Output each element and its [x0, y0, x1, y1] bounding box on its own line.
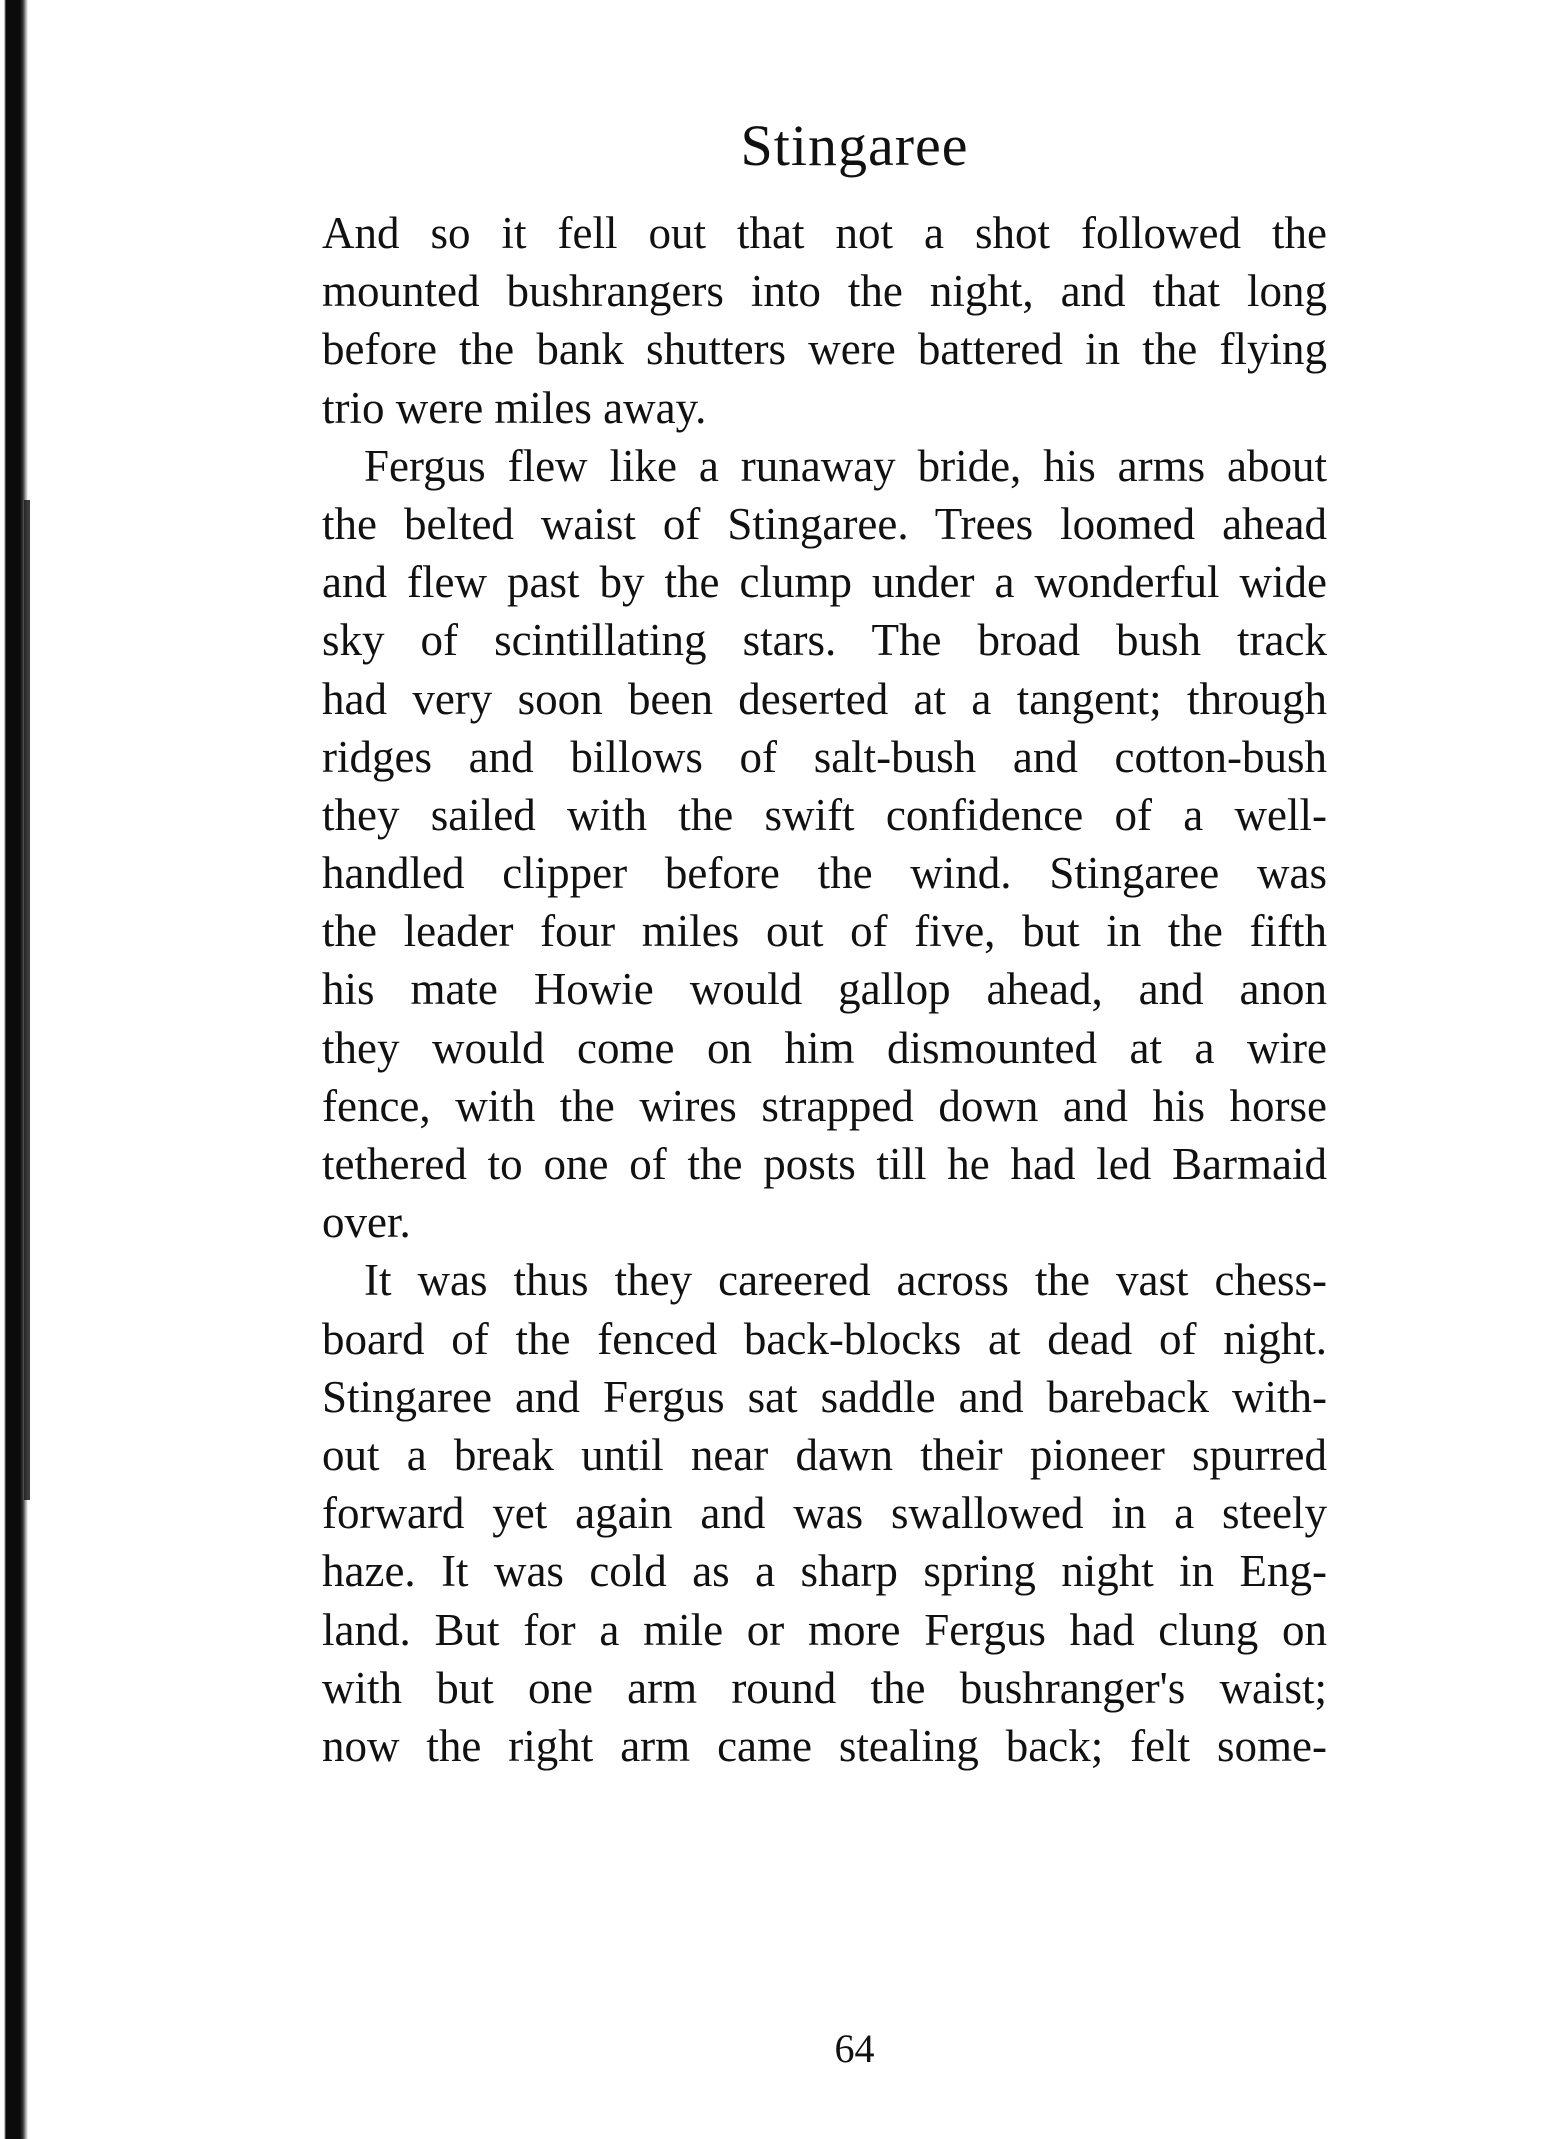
text-line: and flew past by the clump under a wonderful wide — [322, 557, 1327, 608]
text-line: sky of scintillating stars. The broad bush track — [322, 615, 1327, 666]
text-line: they would come on him dismounted at a wire — [322, 1022, 1327, 1073]
text-line: now the right arm came stealing back; felt some- — [322, 1720, 1327, 1771]
text-line: his mate Howie would gallop ahead, and anon — [322, 964, 1327, 1015]
text-line: ridges and billows of salt-bush and cotton-bush — [322, 731, 1327, 782]
text-line: they sailed with the swift confidence of a well- — [322, 789, 1327, 840]
binding-shadow — [24, 500, 30, 1500]
text-line: Fergus flew like a runaway bride, his arms about — [364, 440, 1327, 491]
text-line: board of the fenced back-blocks at dead of night. — [322, 1313, 1327, 1364]
body-text — [322, 204, 1327, 1775]
text-line: It was thus they careered across the vast chess- — [364, 1255, 1327, 1306]
text-line: tethered to one of the posts till he had led Barmaid — [322, 1139, 1327, 1189]
text-line: land. But for a mile or more Fergus had clung on — [322, 1604, 1327, 1655]
text-line: forward yet again and was swallowed in a steely — [322, 1488, 1327, 1539]
text-line: haze. It was cold as a sharp spring night in Eng- — [322, 1546, 1327, 1597]
text-line: And so it fell out that not a shot followed the — [322, 208, 1327, 258]
page-number: 64 — [834, 2026, 875, 2071]
running-head: Stingaree — [740, 113, 969, 178]
text-line: trio were miles away. — [322, 382, 707, 433]
text-line: mounted bushrangers into the night, and that long — [322, 266, 1327, 317]
text-line: with but one arm round the bushranger's waist; — [322, 1662, 1327, 1713]
text-line: the leader four miles out of five, but in the fifth — [322, 906, 1327, 957]
text-line: fence, with the wires strapped down and his horse — [322, 1080, 1327, 1131]
text-line: the belted waist of Stingaree. Trees loomed ahead — [322, 498, 1327, 549]
text-line: before the bank shutters were battered in the flying — [322, 324, 1327, 375]
text-line: over. — [322, 1197, 411, 1248]
text-line: out a break until near dawn their pioneer spurred — [322, 1429, 1327, 1480]
text-line: Stingaree and Fergus sat saddle and bareback with- — [322, 1371, 1327, 1422]
text-line: had very soon been deserted at a tangent; through — [322, 673, 1327, 724]
text-line: handled clipper before the wind. Stingaree was — [322, 848, 1327, 899]
